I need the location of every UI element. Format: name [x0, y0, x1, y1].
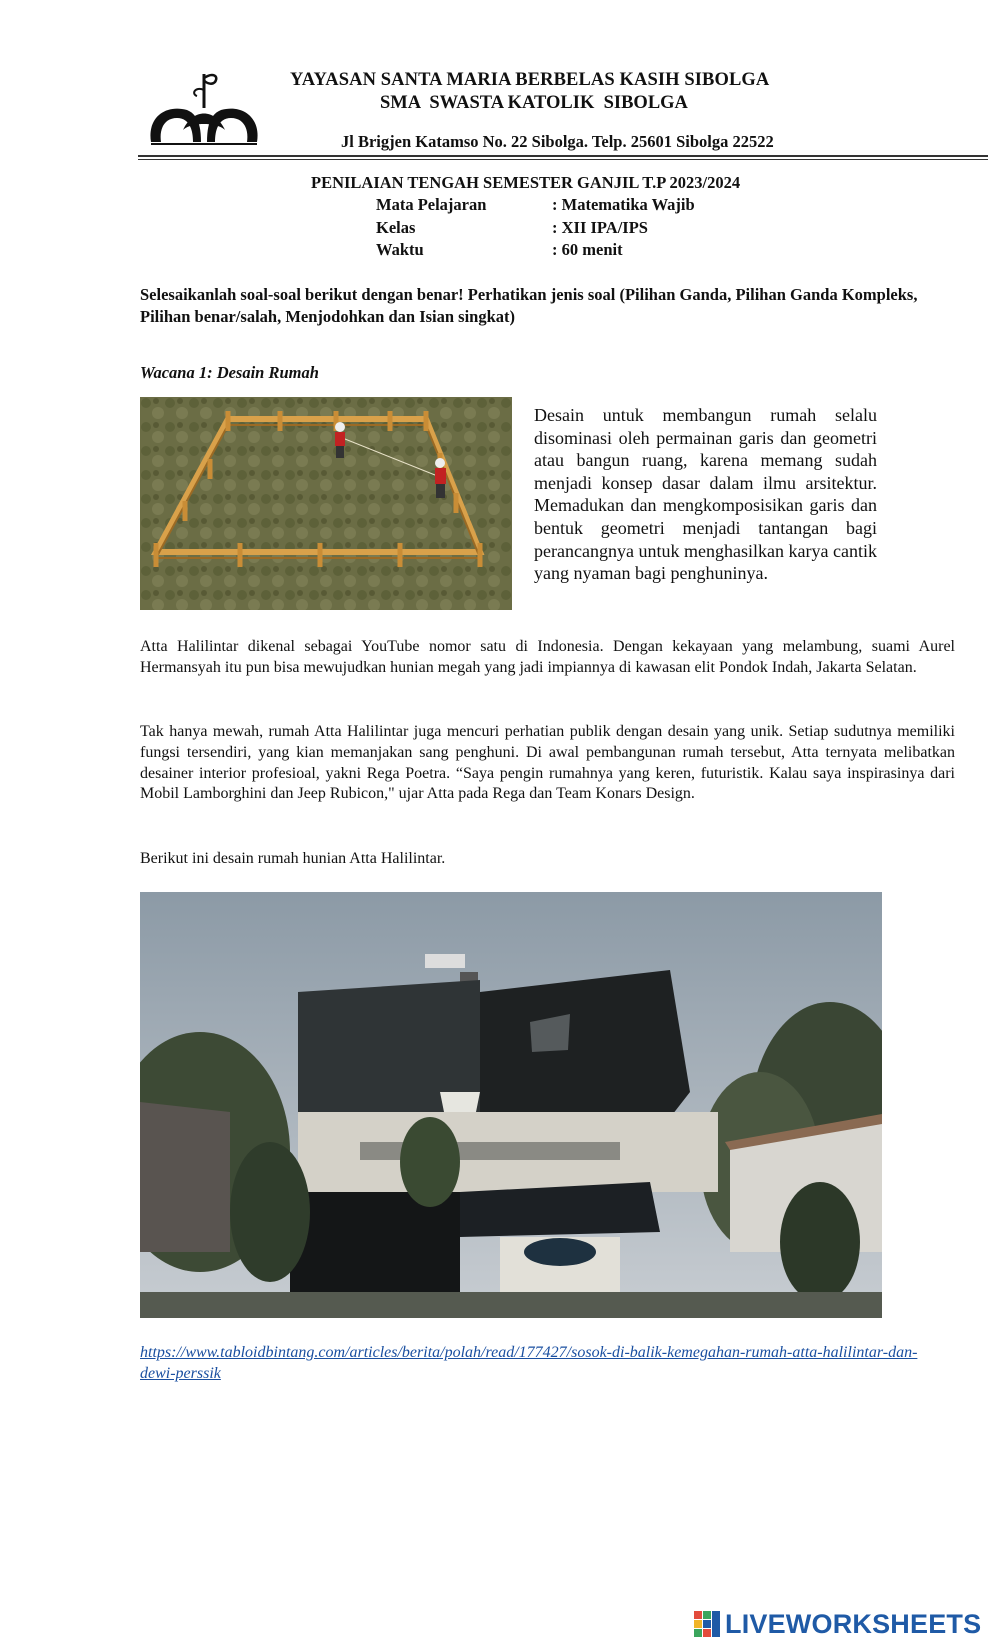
exam-meta	[376, 195, 695, 263]
liveworksheets-logo-icon	[694, 1611, 720, 1637]
meta-key: Waktu	[376, 240, 424, 259]
paragraph-house-caption: Berikut ini desain rumah hunian Atta Halilintar.	[140, 850, 446, 867]
meta-row-time	[376, 240, 695, 263]
intro-text: Desain untuk membangun rumah selalu disominasi oleh permainan garis dan geometri atau bangun ruang, karena memang sudah menjadi konsep dasar dalam ilmu arsitektur. Memadukan dan mengkomposisikan garis dan bentuk geometri menjadi tantangan bagi perancangnya untuk menghasilkan karya cantik yang nyaman bagi penghuninya.	[534, 405, 877, 584]
school-name: SMA SWASTA KATOLIK SIBOLGA	[380, 93, 688, 113]
meta-row-subject	[376, 195, 695, 218]
meta-value: : 60 menit	[552, 240, 623, 259]
school-crest-icon	[143, 68, 265, 148]
meta-value: : XII IPA/IPS	[552, 217, 648, 237]
construction-site-image	[140, 397, 512, 610]
brand-text: LIVEWORKSHEETS	[725, 1608, 982, 1639]
house-rendering-image	[140, 892, 882, 1318]
liveworksheets-brand[interactable]	[694, 1608, 981, 1640]
paragraph-atta-intro: Atta Halilintar dikenal sebagai YouTube nomor satu di Indonesia. Dengan kekayaan yang melambung, suami Aurel Hermansyah itu pun bisa mewujudkan hunian megah yang jadi impiannya di kawasan elit Pondok Indah, Jakarta Selatan.	[140, 638, 955, 676]
wacana-title: Wacana 1: Desain Rumah	[140, 363, 319, 382]
header-divider-thin	[138, 159, 988, 160]
meta-row-class	[376, 218, 695, 241]
school-address: Jl Brigjen Katamso No. 22 Sibolga. Telp. 25601 Sibolga 22522	[341, 132, 774, 151]
paragraph-house-design: Tak hanya mewah, rumah Atta Halilintar juga mencuri perhatian publik dengan desain yang unik. Setiap sudutnya memiliki fungsi tersendiri, yang kian memanjakan sang penghuni. Di awal pembangunan rumah tersebut, Atta ternyata melibatkan desainer interior profesioal, yakni Rega Poetra. “Saya pengin rumahnya yang keren, futuristik. Kalau saya inspirasinya dari Mobil Lamborghini dan Jeep Rubicon," ujar Atta pada Rega dan Team Konars Design.	[140, 723, 955, 803]
foundation-name: YAYASAN SANTA MARIA BERBELAS KASIH SIBOLGA	[290, 70, 770, 90]
instructions: Selesaikanlah soal-soal berikut dengan benar! Perhatikan jenis soal (Pilihan Ganda, Pilihan Ganda Kompleks, Pilihan benar/salah, Menjodohkan dan Isian singkat)	[140, 285, 918, 326]
meta-key: Kelas	[376, 217, 416, 237]
source-link[interactable]: https://www.tabloidbintang.com/articles/berita/polah/read/177427/sosok-di-balik-kemegahan-rumah-atta-halilintar-dan-dewi-perssik	[140, 1344, 918, 1382]
meta-value: : Matematika Wajib	[552, 195, 695, 214]
header-divider	[138, 155, 988, 157]
meta-key: Mata Pelajaran	[376, 195, 487, 214]
exam-title: PENILAIAN TENGAH SEMESTER GANJIL T.P 2023/2024	[311, 173, 741, 192]
